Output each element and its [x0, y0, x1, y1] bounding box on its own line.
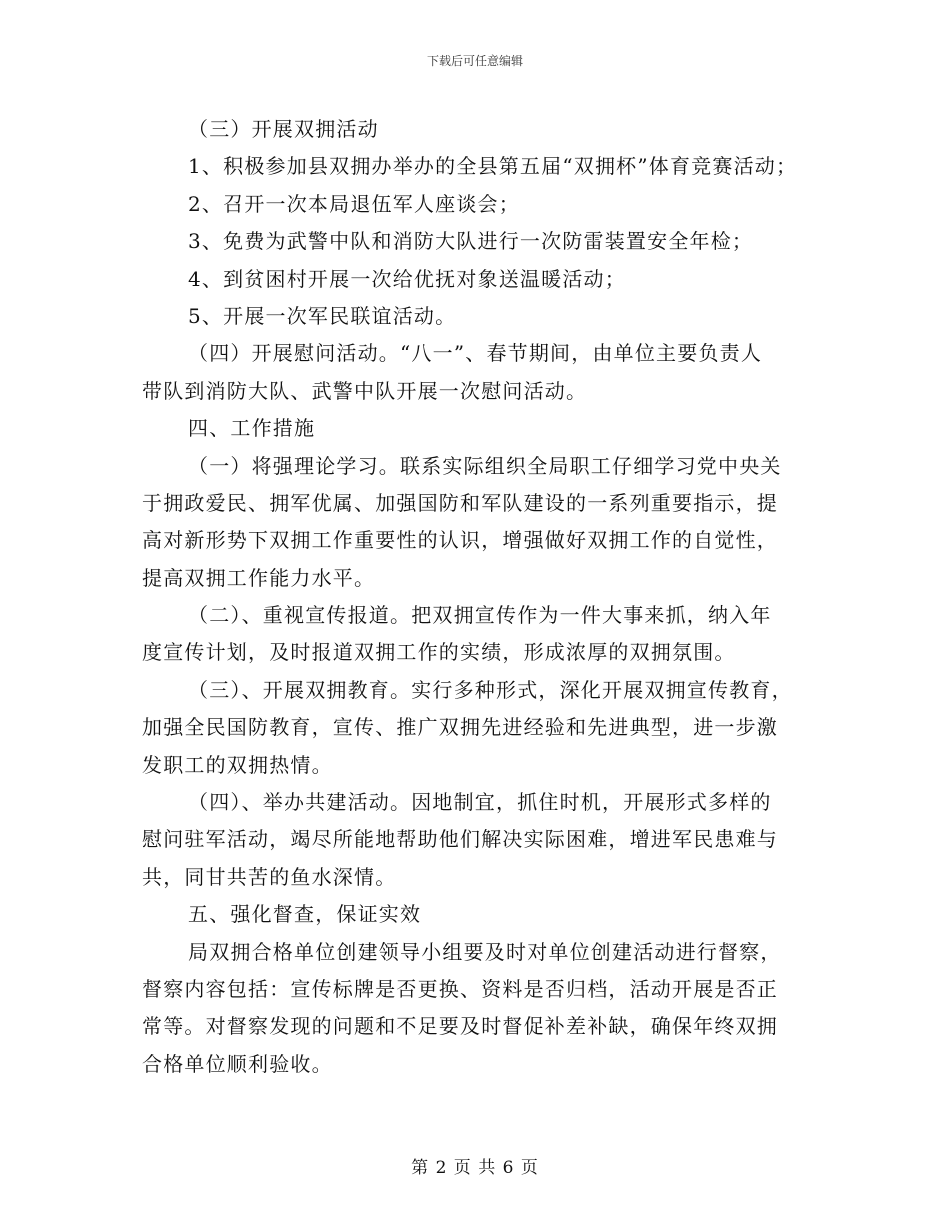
paragraph-line: （二）、重视宣传报道。把双拥宣传作为一件大事来抓，纳入年 — [188, 603, 772, 628]
paragraph-line: 合格单位顺利验收。 — [142, 1051, 333, 1076]
paragraph-line: 慰问驻军活动，竭尽所能地帮助他们解决实际困难，增进军民患难与 — [142, 827, 778, 852]
paragraph-line: （四）、举办共建活动。因地制宜，抓住时机，开展形式多样的 — [188, 790, 772, 815]
paragraph-line: 4、到贫困村开展一次给优抚对象送温暖活动； — [188, 266, 626, 291]
paragraph-line: 常等。对督察发现的问题和不足要及时督促补差补缺，确保年终双拥 — [142, 1014, 778, 1039]
paragraph-line: 1、积极参加县双拥办举办的全县第五届“双拥杯”体育竞赛活动； — [188, 154, 798, 179]
paragraph-line: 督察内容包括：宣传标牌是否更换、资料是否归档，活动开展是否正 — [142, 976, 778, 1001]
page-footer: 第 2 页 共 6 页 — [411, 1158, 539, 1178]
paragraph-line: （三）开展双拥活动 — [188, 117, 379, 141]
paragraph-line: 共，同甘共苦的鱼水深情。 — [142, 864, 397, 889]
document-body — [142, 111, 832, 1083]
paragraph-line: 高对新形势下双拥工作重要性的认识，增强做好双拥工作的自觉性， — [142, 528, 778, 553]
paragraph-line: （一）将强理论学习。联系实际组织全局职工仔细学习党中央关 — [188, 453, 782, 478]
paragraph-line: （三）、开展双拥教育。实行多种形式，深化开展双拥宣传教育， — [188, 677, 793, 702]
paragraph-line: 局双拥合格单位创建领导小组要及时对单位创建活动进行督察， — [188, 939, 782, 964]
paragraph-line: 发职工的双拥热情。 — [142, 752, 333, 777]
paragraph-line: 5、开展一次军民联谊活动。 — [188, 303, 457, 328]
paragraph-line: 提高双拥工作能力水平。 — [142, 565, 376, 590]
page-header: 下载后可任意编辑 — [426, 54, 523, 68]
paragraph-line: 加强全民国防教育，宣传、推广双拥先进经验和先进典型，进一步激 — [142, 715, 778, 740]
paragraph-line: 带队到消防大队、武警中队开展一次慰问活动。 — [142, 378, 588, 403]
section-heading: 五、强化督查，保证实效 — [188, 902, 422, 927]
paragraph-line: （四）开展慰问活动。“八一”、春节期间，由单位主要负责人 — [188, 341, 763, 366]
paragraph-line: 2、召开一次本局退伍军人座谈会； — [188, 191, 520, 216]
paragraph-line: 度宣传计划，及时报道双拥工作的实绩，形成浓厚的双拥氛围。 — [142, 640, 736, 665]
paragraph-line: 3、免费为武警中队和消防大队进行一次防雷装置安全年检； — [188, 229, 754, 254]
section-heading: 四、工作措施 — [188, 416, 316, 441]
paragraph-line: 于拥政爱民、拥军优属、加强国防和军队建设的一系列重要指示，提 — [142, 490, 778, 515]
